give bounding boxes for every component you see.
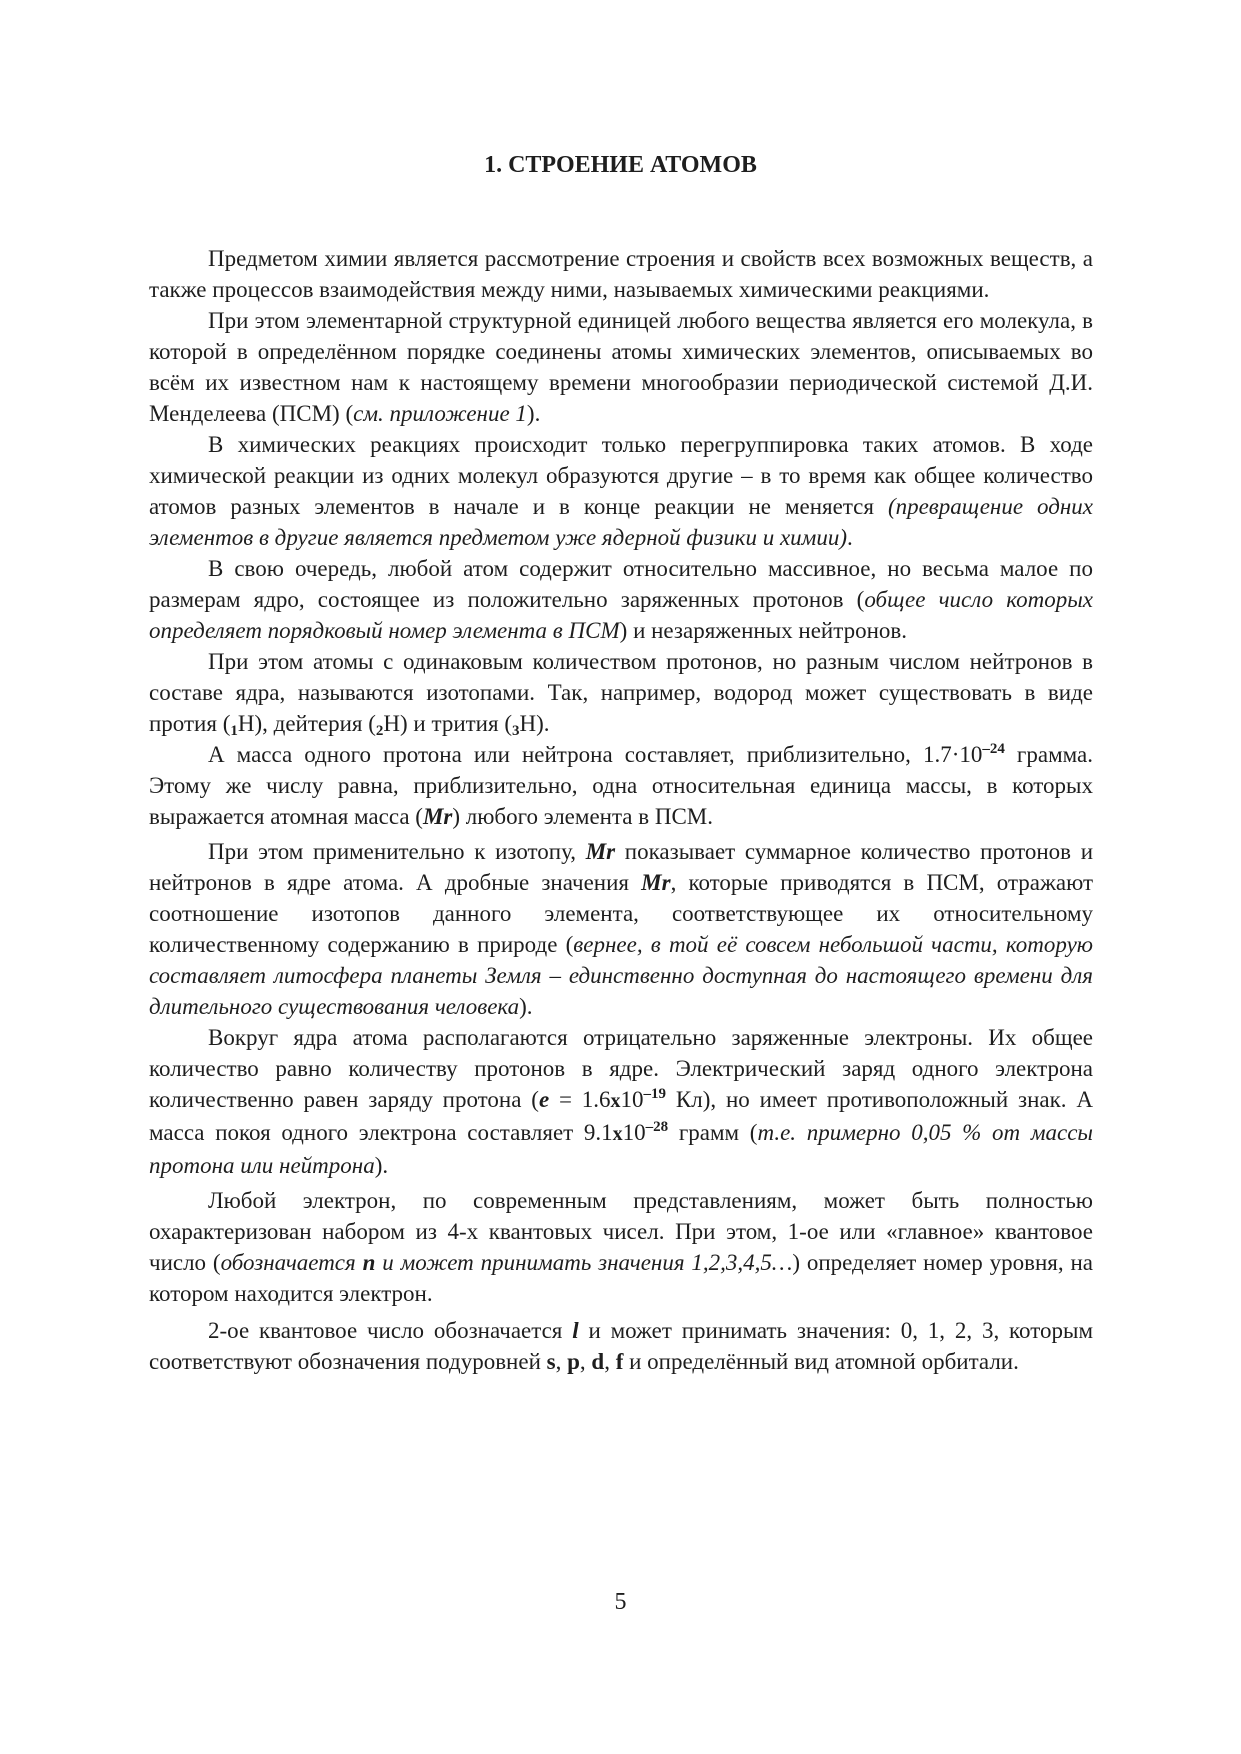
paragraph-mr-isotope: При этом применительно к изотопу, Mr показывает суммарное количество протонов и нейтронов в ядре атома. А дробные значения Mr, которые приводятся в ПСМ, отражают соотношение изотопов данного элемента, соответствующее их относительному количественному содержанию в природе (вернее, в той её совсем небольшой части, которую составляет литосфера планеты Земля – единственно доступная до настоящего времени для длительного существования человека). <box>149 839 1094 1019</box>
sublevel-p: p <box>567 1349 580 1374</box>
symbol-mr: Mr <box>585 839 616 864</box>
multiply-sign: x <box>610 1090 621 1112</box>
sublevel-s: s <box>546 1349 556 1374</box>
paragraph-atomic-nucleus: В свою очередь, любой атом содержит относительно массивное, но весьма малое по размерам ядро, состоящее из положительно заряженных протонов (общее число которых определяет порядковый номер элемента в ПСМ) и незаряженных нейтронов. <box>149 556 1093 643</box>
paragraph-quantum-numbers: Любой электрон, по современным представлениям, может быть полностью охарактеризован набором из 4-х квантовых чисел. При этом, 1-ое или «главное» квантовое число (обозначается n и может принимать значения 1,2,3,4,5…) определяет номер уровня, на котором находится электрон. <box>149 1188 1093 1306</box>
symbol-l: l <box>572 1318 579 1343</box>
symbol-e: e <box>538 1087 550 1112</box>
paragraph-subject-of-chemistry: Предметом химии является рассмотрение строения и свойств всех возможных веществ, а также процессов взаимодействия между ними, называемых химическими реакциями. <box>149 246 1093 302</box>
paragraph-proton-mass: А масса одного протона или нейтрона составляет, приблизительно, $1.7\cdot 10^{-24}$ грамма. Этому же числу равна, приблизительно, одна относительная единица массы, в которых выражается атомная масса (Mr) любого элемента в ПСМ. <box>149 741 1093 829</box>
subscript-deuterium: 2 <box>375 723 384 739</box>
paragraph-molecule-structure: При этом элементарной структурной единицей любого вещества является его молекула, в которой в определённом порядке соединены атомы химических элементов, описываемых во всём их известном нам к настоящему времени многообразии периодической системой Д.И. Менделеева (ПСМ) (см. приложение 1). <box>149 308 1093 426</box>
paragraph-isotopes: При этом атомы с одинаковым количеством протонов, но разным числом нейтронов в составе ядра, называются изотопами. Так, например, водород может существовать в виде протия $(_1H)$, дейтерия $(_2H)$ и трития $(_3H)$. <box>149 649 1093 739</box>
section-title: 1. СТРОЕНИЕ АТОМОВ <box>484 152 757 178</box>
symbol-mr: Mr <box>422 804 453 829</box>
sublevel-f: f <box>615 1349 624 1374</box>
paragraph-orbital-quantum-number: 2-ое квантовое число обозначается l и может принимать значения: 0, 1, 2, 3, которым соответствуют обозначения подуровней s, p, d, f и определённый вид атомной орбитали. <box>149 1318 1094 1374</box>
symbol-mr: Mr <box>641 870 671 895</box>
subscript-protium: 1 <box>230 723 238 739</box>
subscript-tritium: 3 <box>511 723 520 739</box>
symbol-n: n <box>362 1250 376 1275</box>
paragraph-electrons: Вокруг ядра атома располагаются отрицательно заряженные электроны. Их общее количество равно количеству протонов в ядре. Электрический заряд одного электрона количественно равен заряду протона ($e = 1.6x10^{-19}$ Кл), но имеет противоположный знак. А масса покоя одного электрона составляет $9.1x10^{-28}$ грамм (т.е. примерно 0,05 % от массы протона или нейтрона). <box>149 1025 1093 1178</box>
exponent-charge: –19 <box>643 1086 667 1102</box>
page-number: 5 <box>614 1589 627 1615</box>
document-body <box>149 243 1093 1377</box>
paragraph-chemical-reactions: В химических реакциях происходит только перегруппировка таких атомов. В ходе химической реакции из одних молекул образуются другие – в то время как общее количество атомов разных элементов в начале и в конце реакции не меняется (превращение одних элементов в другие является предметом уже ядерной физики и химии). <box>149 432 1093 550</box>
exponent-electron-mass: –28 <box>645 1119 669 1135</box>
sublevel-d: d <box>591 1349 605 1374</box>
multiply-sign: x <box>612 1123 623 1145</box>
exponent-proton-mass: –24 <box>982 741 1005 757</box>
